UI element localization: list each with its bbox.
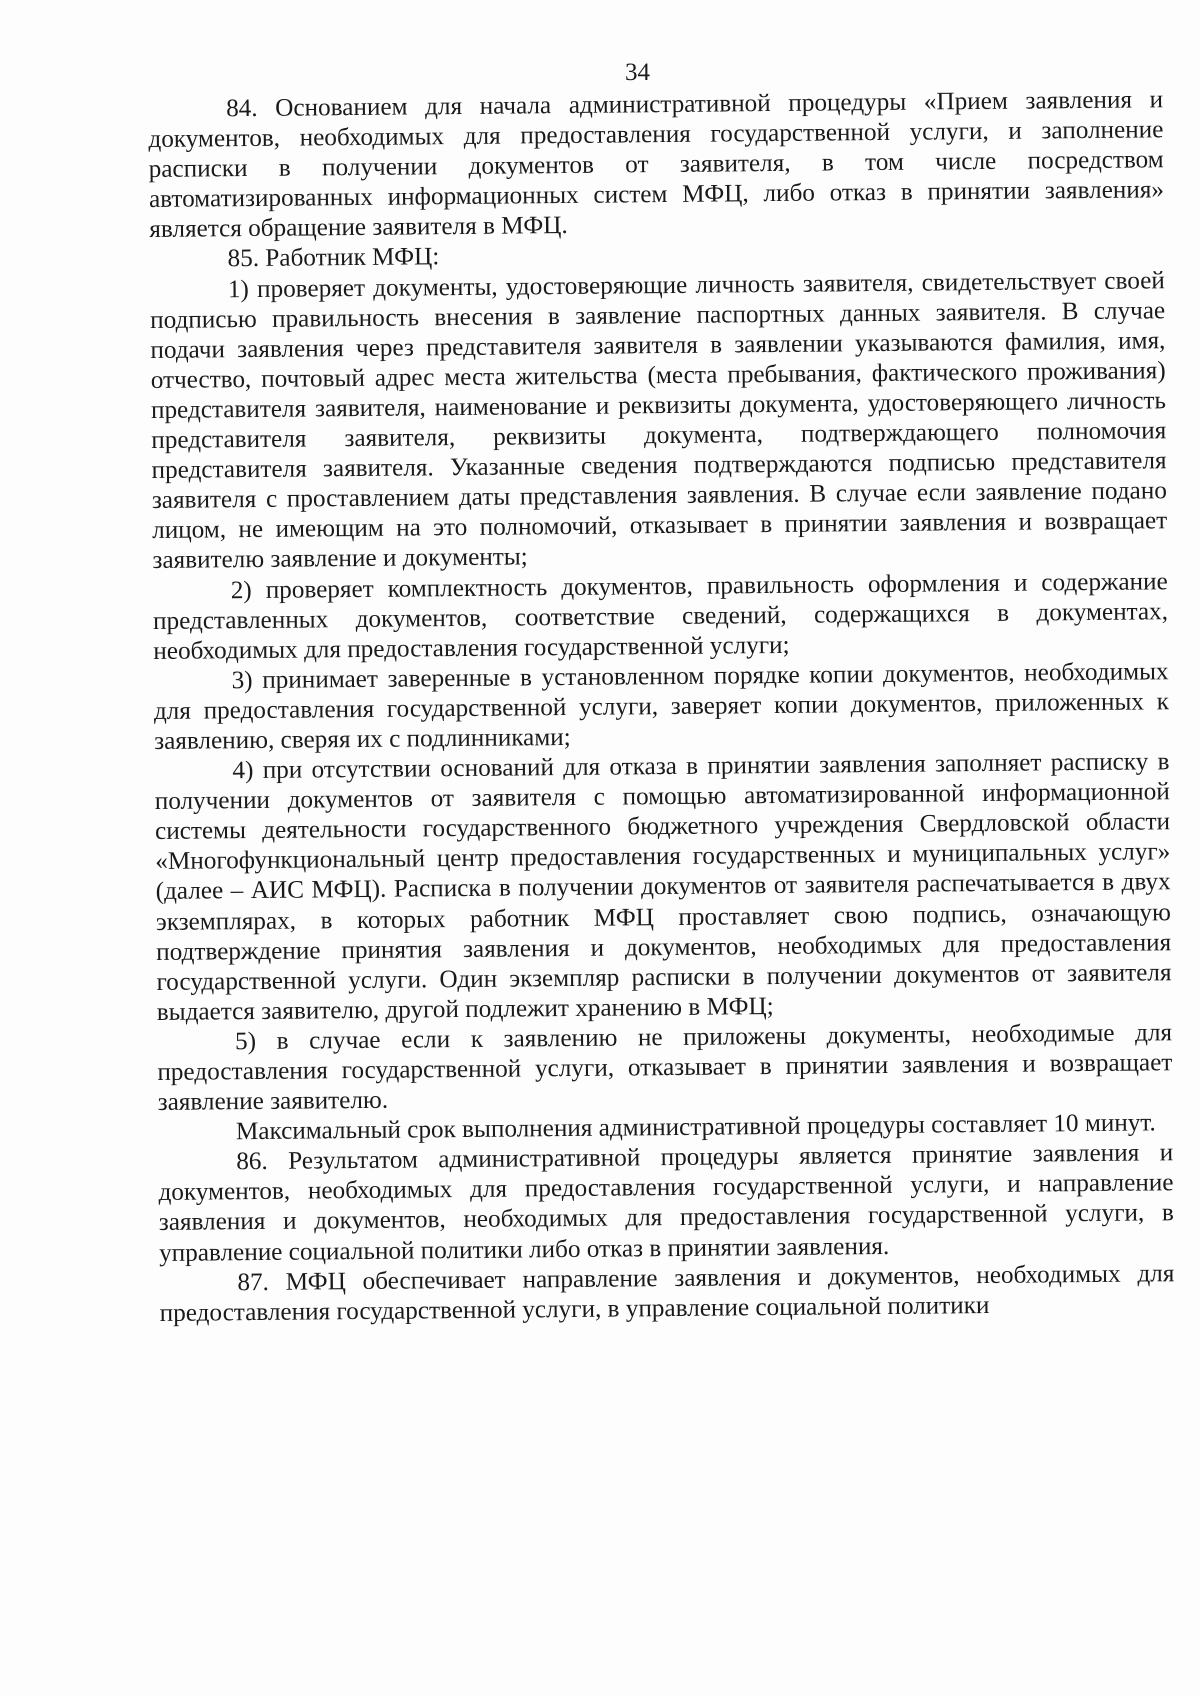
paragraph-max-time: Максимальный срок выполнения административной процедуры составляет 10 минут. bbox=[235, 1109, 1156, 1146]
paragraph-85-intro: 85. Работник МФЦ: bbox=[227, 243, 440, 273]
paragraph-86: 86. Результатом административной процедуры является принятие заявления и документов, необходимых для предоставления государственной услуги, и направление заявления и документов, необходимых для предоставления государственной услуги, в управление социальной политики либо отказ в принятии заявления. bbox=[158, 1139, 1174, 1267]
page-number: 34 bbox=[625, 59, 650, 86]
document-body bbox=[148, 85, 1175, 1329]
subitem-4: 4) при отсутствии оснований для отказа в принятии заявления заполняет расписку в получении документов от заявителя с помощью автоматизированной информационной системы деятельности государственного бюджетного учреждения Свердловской области «Многофункциональный центр предоставления государственных и муниципальных услуг» (далее – АИС МФЦ). Расписка в получении документов от заявителя распечатывается в двух экземплярах, в которых работник МФЦ проставляет свою подпись, означающую подтверждение принятия заявления и документов, необходимых для предоставления государственной услуги. Один экземпляр расписки в получении документов от заявителя выдается заявителю, другой подлежит хранению в МФЦ; bbox=[154, 748, 1172, 1026]
paragraph-84: 84. Основанием для начала административной процедуры «Прием заявления и документов, необходимых для предоставления государственной услуги, и заполнение расписки в получении документов от заявителя, в том числе посредством автоматизированных информационных систем МФЦ, либо отказ в принятии заявления» является обращение заявителя в МФЦ. bbox=[148, 86, 1165, 244]
subitem-5: 5) в случае если к заявлению не приложены документы, необходимые для предоставления государственной услуги, отказывает в принятии заявления и возвращает заявление заявителю. bbox=[157, 1019, 1173, 1117]
subitem-1: 1) проверяет документы, удостоверяющие личность заявителя, свидетельствует своей подписью правильность внесения в заявление паспортных данных заявителя. В случае подачи заявления через представителя заявителя в заявлении указываются фамилия, имя, отчество, почтовый адрес места жительства (места пребывания, фактического проживания) представителя заявителя, наименование и реквизиты документа, удостоверяющего личность представителя заявителя, реквизиты документа, подтверждающего полномочия представителя заявителя. Указанные сведения подтверждаются подписью представителя заявителя с проставлением даты представления заявления. В случае если заявление подано лицом, не имеющим на это полномочий, отказывает в принятии заявления и возвращает заявителю заявление и документы; bbox=[150, 266, 1168, 575]
subitem-3: 3) принимает заверенные в установленном порядке копии документов, необходимых для предоставления государственной услуги, заверяет копии документов, приложенных к заявлению, сверяя их с подлинниками; bbox=[153, 658, 1169, 755]
subitem-2: 2) проверяет комплектность документов, правильность оформления и содержание представленных документов, соответствие сведений, содержащихся в документах, необходимых для предоставления государственной услуги; bbox=[152, 567, 1169, 665]
paragraph-87: 87. МФЦ обеспечивает направление заявления и документов, необходимых для предоставления государственной услуги, в управление социальной политики bbox=[159, 1259, 1175, 1327]
